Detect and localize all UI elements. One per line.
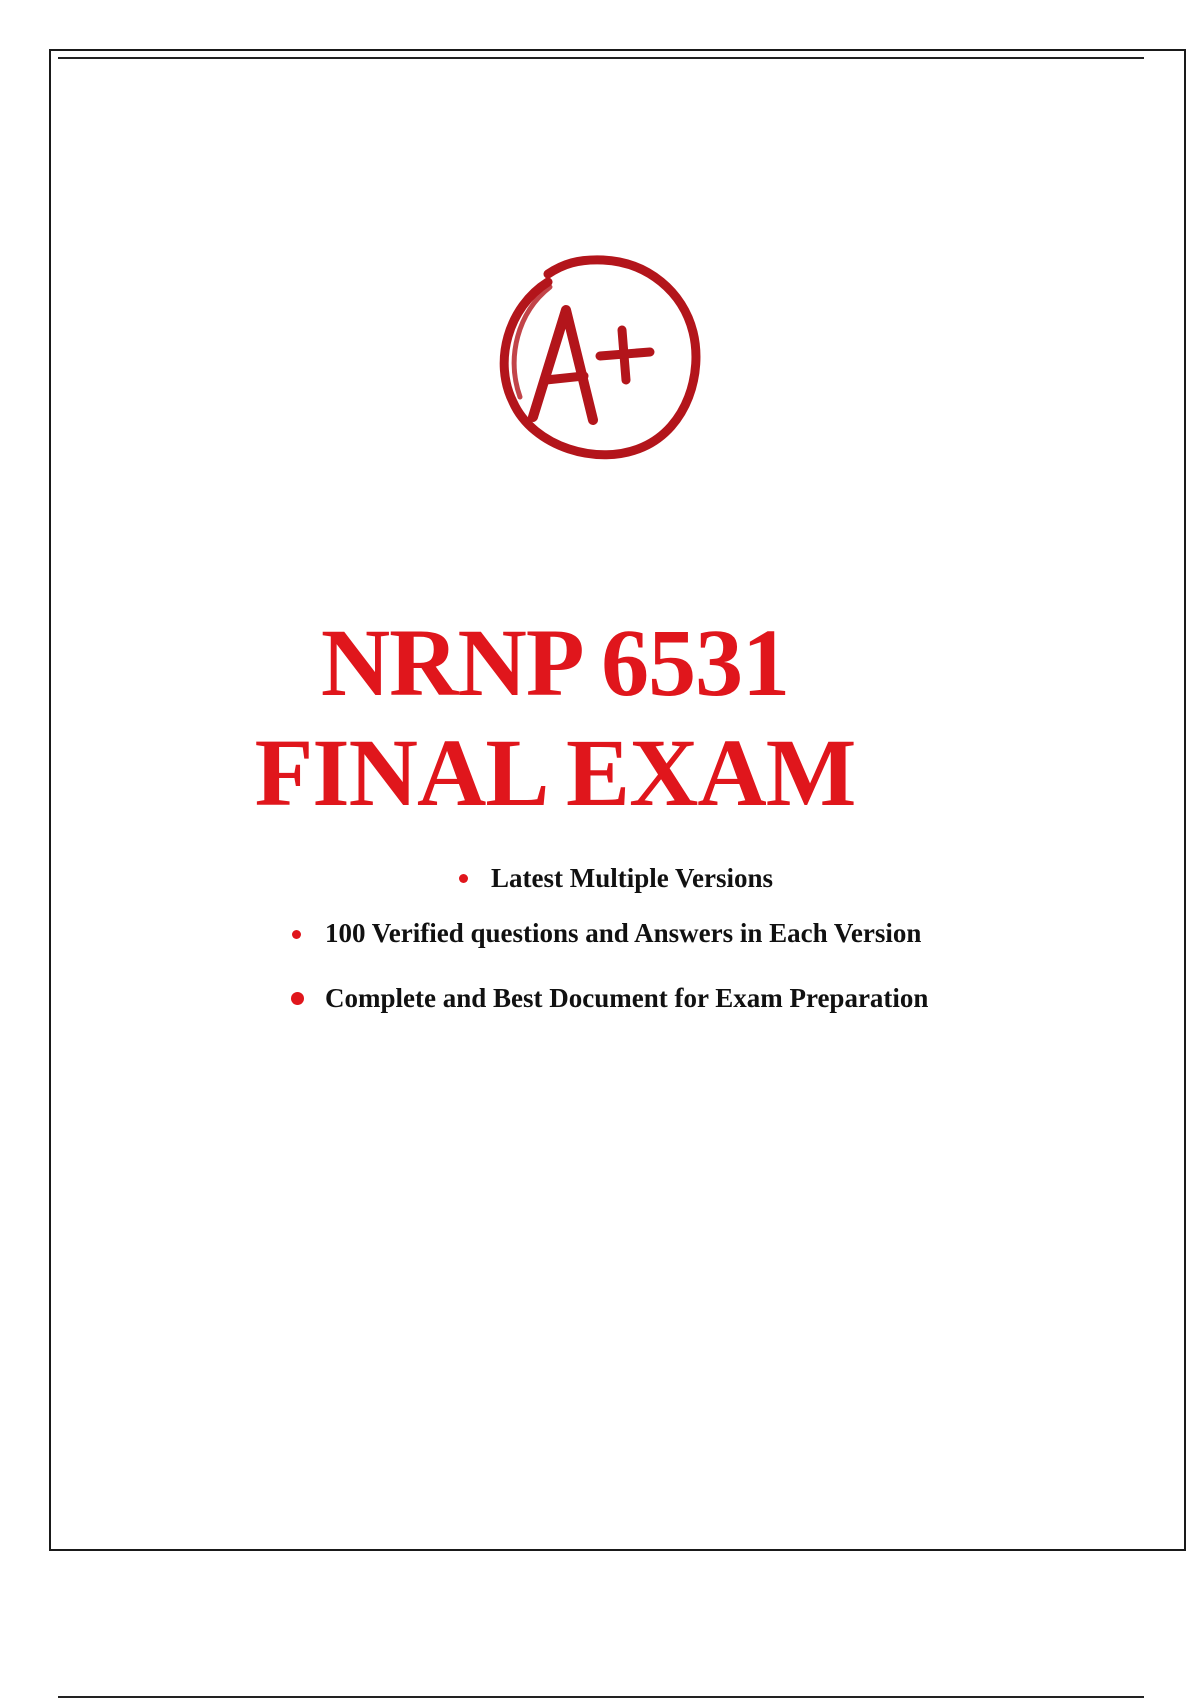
bullet-icon [459, 874, 468, 883]
title-course-code: NRNP 6531 [320, 609, 790, 716]
document-title [0, 608, 1110, 828]
feature-item: 100 Verified questions and Answers in Each Version [325, 918, 922, 948]
footer-rule [58, 1696, 1144, 1698]
title-exam-name: FINAL EXAM [254, 719, 856, 826]
bullet-icon [292, 930, 301, 939]
header-rule [58, 57, 1144, 59]
feature-item: Latest Multiple Versions [491, 863, 774, 893]
bullet-icon [291, 992, 304, 1005]
feature-item: Complete and Best Document for Exam Preparation [325, 983, 929, 1013]
a-plus-grade-icon [488, 252, 710, 474]
